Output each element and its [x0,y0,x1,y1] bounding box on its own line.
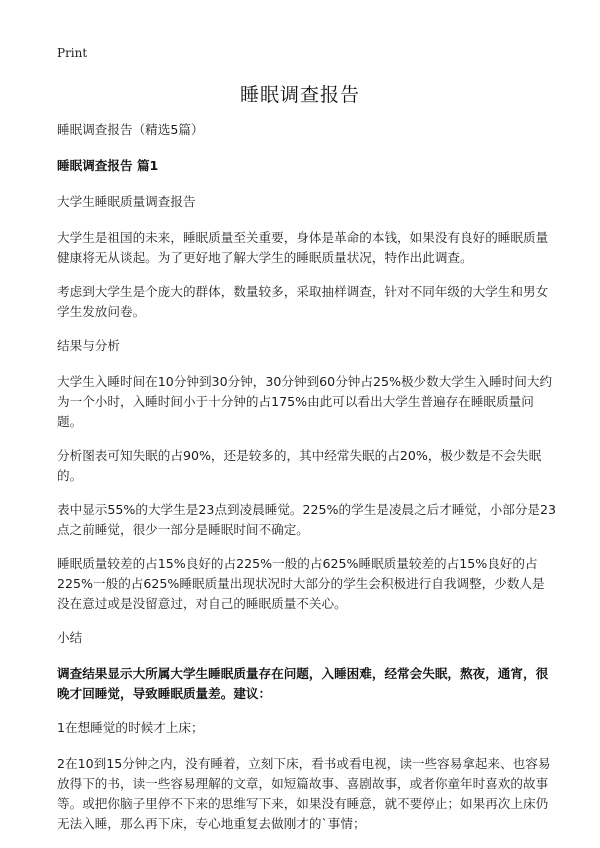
section-heading: 睡眠调查报告 篇1 [57,158,159,173]
page-title: 睡眠调查报告 [239,84,360,106]
document-subtitle: 睡眠调查报告（精选5篇） [57,122,204,137]
paragraph-summary: 调查结果显示大所属大学生睡眠质量存在问题，入睡困难，经常会失眠，熬夜，通宵，很晚才回睡觉，导致睡眠质量差。建议： [57,666,549,701]
paragraph-method: 考虑到大学生是个庞大的群体，数量较多，采取抽样调查，针对不同年级的大学生和男女学生发放问卷。 [57,284,549,319]
document-body [57,120,557,848]
paragraph-result-2: 分析图表可知失眠的占90%，还是较多的，其中经常失眠的占20%，极少数是不会失眠的。 [57,448,542,483]
report-title: 大学生睡眠质量调查报告 [57,194,196,209]
paragraph-result-4: 睡眠质量较差的占15%良好的占225%一般的占625%睡眠质量较差的占15%良好的占225%一般的占625%睡眠质量出现状况时大部分的学生会积极进行自我调整，少数人是没在意过或是没留意过，对自己的睡眠质量不关心。 [57,556,545,611]
paragraph-intro: 大学生是祖国的未来，睡眠质量至关重要，身体是革命的本钱，如果没有良好的睡眠质量健康将无从谈起。为了更好地了解大学生的睡眠质量状况，特作出此调查。 [57,230,549,265]
results-heading: 结果与分析 [57,338,120,353]
print-link[interactable]: Print [57,46,88,60]
paragraph-result-3: 表中显示55%的大学生是23点到凌晨睡觉。225%的学生是凌晨之后才睡觉，小部分是23点之前睡觉，很少一部分是睡眠时间不确定。 [57,502,557,537]
summary-heading: 小结 [57,630,83,645]
paragraph-advice-1: 1在想睡觉的时候才上床； [57,720,204,735]
paragraph-result-1: 大学生入睡时间在10分钟到30分钟，30分钟到60分钟占25%极少数大学生入睡时间大约为一个小时，入睡时间小于十分钟的占175%由此可以看出大学生普遍存在睡眠质量问题。 [57,374,553,429]
paragraph-advice-2: 2在10到15分钟之内，没有睡着，立刻下床，看书或看电视，读一些容易拿起来、也容易放得下的书，读一些容易理解的文章，如短篇故事、喜剧故事，或者你童年时喜欢的故事等。或把你脑子里停不下来的思维写下来，如果没有睡意，就不要停止；如果再次上床仍无法入睡，那么再下床，专心地重复去做刚才的`事情； [57,756,551,831]
